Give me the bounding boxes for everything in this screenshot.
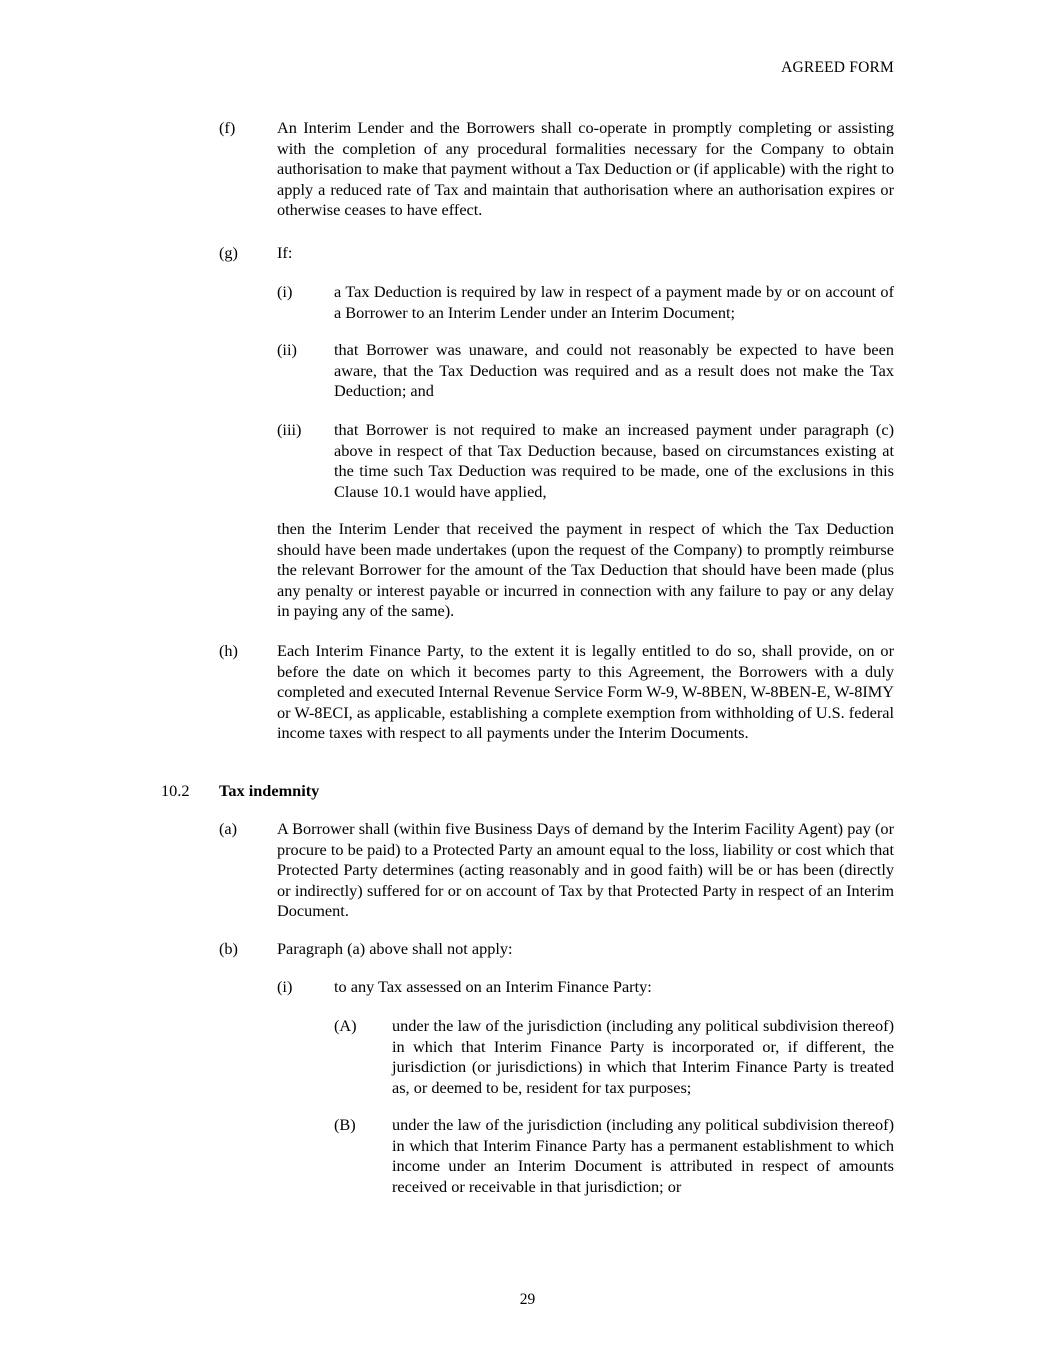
clause-label: (ii) (277, 340, 297, 359)
page-header: AGREED FORM (781, 59, 894, 76)
section-number: 10.2 (161, 781, 190, 800)
clause-text: Paragraph (a) above shall not apply: (277, 939, 513, 958)
clause-text: that Borrower is not required to make an increased payment under paragraph (c) above in respect of that Tax Deduction because, based on circumstances existing at the time such Tax Deduction was required to be made, one of the exclusions in this Clause 10.1 would have applied, (334, 420, 894, 501)
clause-label: (A) (334, 1016, 357, 1035)
clause-label: (g) (219, 243, 238, 262)
clause-label: (i) (277, 282, 293, 301)
clause-label: (i) (277, 977, 293, 996)
clause-label: (B) (334, 1115, 356, 1134)
clause-text: An Interim Lender and the Borrowers shall co-operate in promptly completing or assisting with the completion of any procedural formalities necessary for the Company to obtain authorisation to make that payment without a Tax Deduction or (if applicable) with the right to apply a reduced rate of Tax and maintain that authorisation where an authorisation expires or otherwise ceases to have effect. (277, 118, 894, 220)
clause-label: (a) (219, 819, 238, 838)
clause-label: (b) (219, 939, 238, 958)
clause-text: that Borrower was unaware, and could not reasonably be expected to have been aware, that the Tax Deduction was required and as a result does not make the Tax Deduction; and (334, 340, 894, 401)
clause-text: Each Interim Finance Party, to the extent it is legally entitled to do so, shall provide, on or before the date on which it becomes party to this Agreement, the Borrowers with a duly completed and executed Internal Revenue Service Form W-9, W-8BEN, W-8BEN-E, W-8IMY or W-8ECI, as applicable, establishing a complete exemption from withholding of U.S. federal income taxes with respect to all payments under the Interim Documents. (277, 641, 894, 743)
clause-label: (f) (219, 118, 236, 137)
clause-label: (h) (219, 641, 238, 660)
clause-text: under the law of the jurisdiction (including any political subdivision thereof) in which that Interim Finance Party has a permanent establishment to which income under an Interim Document is attributed in respect of amounts received or receivable in that jurisdiction; or (392, 1115, 894, 1196)
clause-g-conclusion: then the Interim Lender that received the payment in respect of which the Tax Deduction should have been made undertakes (upon the request of the Company) to promptly reimburse the relevant Borrower for the amount of the Tax Deduction that should have been made (plus any penalty or interest payable or incurred in connection with any failure to pay or any delay in paying any of the same). (277, 519, 894, 621)
clause-text: A Borrower shall (within five Business Days of demand by the Interim Facility Agent) pay (or procure to be paid) to a Protected Party an amount equal to the loss, liability or cost which that Protected Party determines (acting reasonably and in good faith) will be or has been (directly or indirectly) suffered for or on account of Tax by that Protected Party in respect of an Interim Document. (277, 819, 894, 921)
clause-text: to any Tax assessed on an Interim Finance Party: (334, 977, 652, 996)
clause-text: If: (277, 243, 293, 262)
page-number: 29 (519, 1291, 536, 1308)
clause-label: (iii) (277, 420, 302, 439)
clause-text: a Tax Deduction is required by law in respect of a payment made by or on account of a Borrower to an Interim Lender under an Interim Document; (334, 282, 894, 322)
section-title: Tax indemnity (219, 781, 320, 800)
clause-text: under the law of the jurisdiction (including any political subdivision thereof) in which that Interim Finance Party is incorporated or, if different, the jurisdiction (or jurisdictions) in which that Interim Finance Party is treated as, or deemed to be, resident for tax purposes; (392, 1016, 894, 1097)
